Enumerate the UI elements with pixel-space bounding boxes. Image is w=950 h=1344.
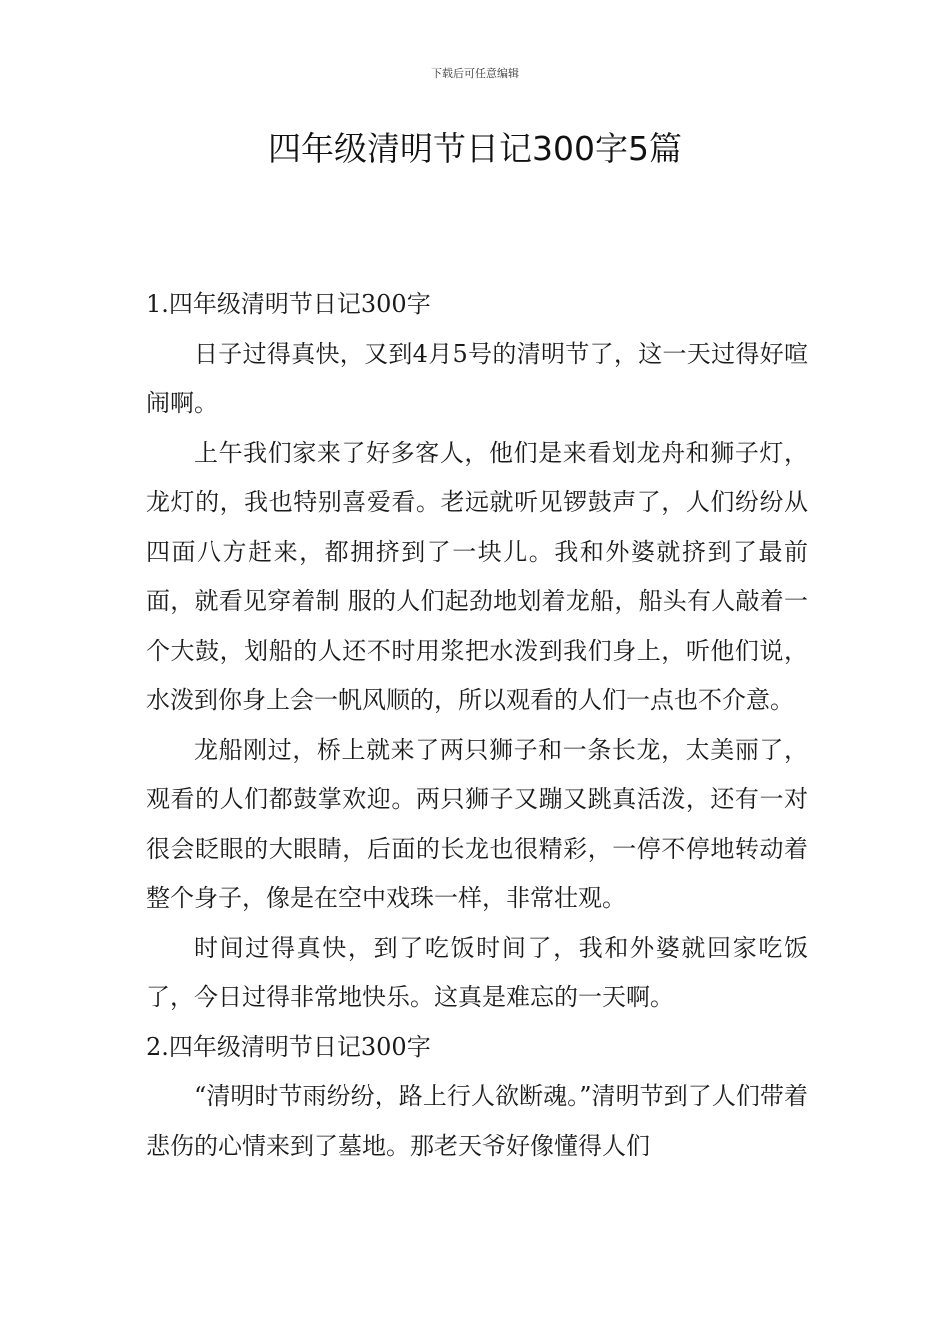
paragraph: “清明时节雨纷纷，路上行人欲断魂。”清明节到了人们带着悲伤的心情来到了墓地。那老天爷好像懂得人们 xyxy=(146,1082,808,1160)
section-heading: 2.四年级清明节日记300字 xyxy=(146,1032,431,1061)
paragraph: 时间过得真快，到了吃饭时间了，我和外婆就回家吃饭了，今日过得非常地快乐。这真是难忘的一天啊。 xyxy=(146,933,808,1011)
page-title: 四年级清明节日记300字5篇 xyxy=(268,129,682,168)
paragraph: 日子过得真快，又到4月5号的清明节了，这一天过得好喧闹啊。 xyxy=(146,339,808,417)
document-body xyxy=(146,280,808,1171)
paragraph: 上午我们家来了好多客人，他们是来看划龙舟和狮子灯，龙灯的，我也特别喜爱看。老远就听见锣鼓声了，人们纷纷从四面八方赶来，都拥挤到了一块儿。我和外婆就挤到了最前面，就看见穿着制 服的人们起劲地划着龙船，船头有人敲着一个大鼓，划船的人还不时用浆把水泼到我们身上，听他们说，水泼到你身上会一帆风顺的，所以观看的人们一点也不介意。 xyxy=(146,438,808,714)
paragraph: 龙船刚过，桥上就来了两只狮子和一条长龙，太美丽了，观看的人们都鼓掌欢迎。两只狮子又蹦又跳真活泼，还有一对很会眨眼的大眼睛，后面的长龙也很精彩，一停不停地转动着整个身子，像是在空中戏珠一样，非常壮观。 xyxy=(146,735,808,912)
header-note: 下载后可任意编辑 xyxy=(431,67,519,80)
section-heading: 1.四年级清明节日记300字 xyxy=(146,290,431,318)
